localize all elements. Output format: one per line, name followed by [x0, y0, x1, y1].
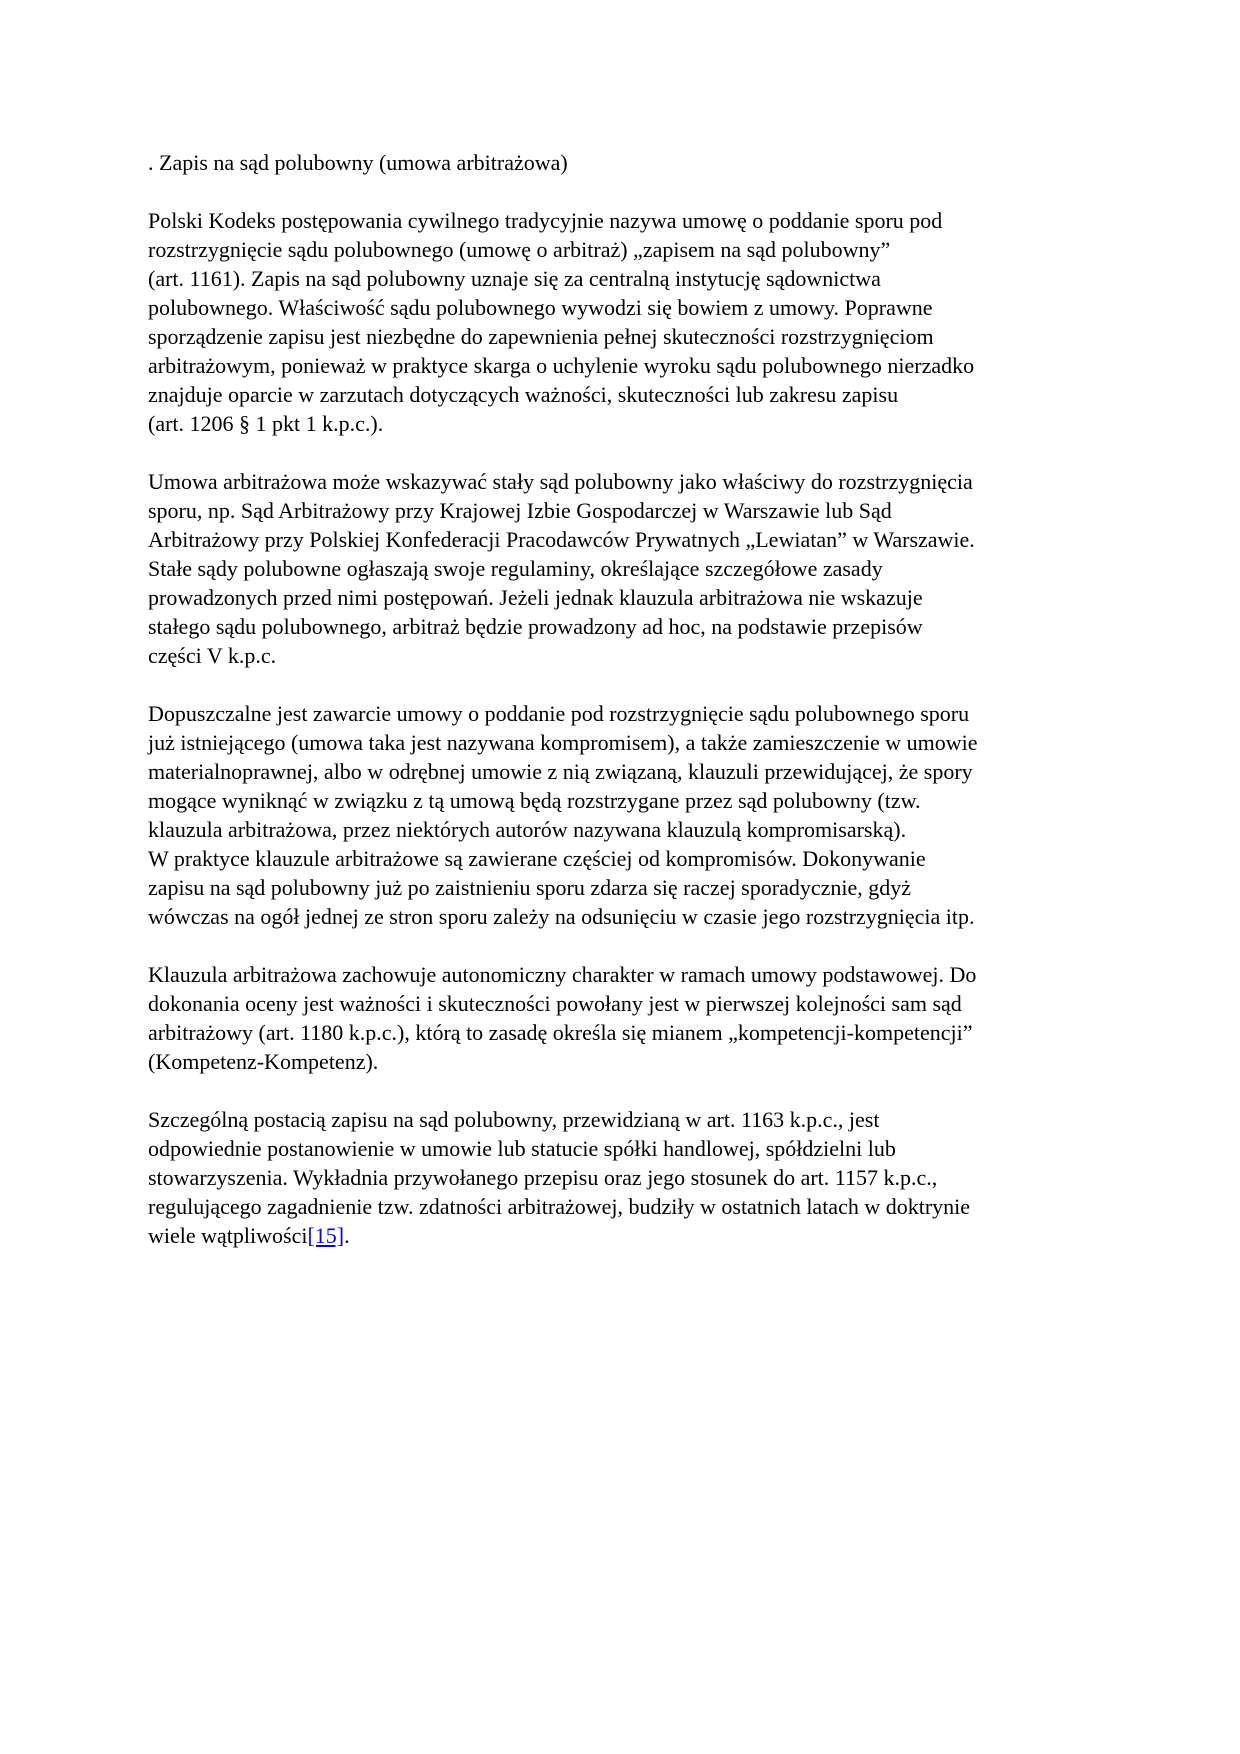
paragraph-line: dokonania oceny jest ważności i skuteczności powołany jest w pierwszej kolejności sam sąd	[148, 991, 962, 1016]
document-page	[148, 148, 1093, 1279]
paragraph-line: materialnoprawnej, albo w odrębnej umowie z nią związaną, klauzuli przewidującej, że spory	[148, 759, 973, 784]
paragraph-4	[148, 960, 1093, 1076]
paragraph-line: arbitrażowym, ponieważ w praktyce skarga o uchylenie wyroku sądu polubownego nierzadko	[148, 353, 975, 378]
paragraph-line: prowadzonych przed nimi postępowań. Jeżeli jednak klauzula arbitrażowa nie wskazuje	[148, 585, 923, 610]
paragraph-line: regulującego zagadnienie tzw. zdatności arbitrażowej, budziły w ostatnich latach w doktrynie	[148, 1194, 971, 1219]
paragraph-2	[148, 467, 1093, 670]
last-line-text: wiele wątpliwości	[148, 1223, 308, 1248]
paragraph-line: zapisu na sąd polubowny już po zaistnieniu sporu zdarza się raczej sporadycznie, gdyż	[148, 875, 912, 900]
paragraph-line: Arbitrażowy przy Polskiej Konfederacji Pracodawców Prywatnych „Lewiatan” w Warszawie.	[148, 527, 975, 552]
paragraph-line: (art. 1161). Zapis na sąd polubowny uznaje się za centralną instytucję sądownictwa	[148, 266, 881, 291]
paragraph-line: Klauzula arbitrażowa zachowuje autonomiczny charakter w ramach umowy podstawowej. Do	[148, 962, 977, 987]
paragraph-3	[148, 699, 1093, 931]
paragraph-last-line	[148, 1221, 1093, 1250]
paragraph-line: Umowa arbitrażowa może wskazywać stały sąd polubowny jako właściwy do rozstrzygnięcia	[148, 469, 973, 494]
paragraph-line: Polski Kodeks postępowania cywilnego tradycyjnie nazywa umowę o poddanie sporu pod	[148, 208, 943, 233]
paragraph-line: polubownego. Właściwość sądu polubownego wywodzi się bowiem z umowy. Poprawne	[148, 295, 933, 320]
last-line-end: .	[344, 1223, 350, 1248]
paragraph-line: wówczas na ogół jednej ze stron sporu zależy na odsunięciu w czasie jego rozstrzygnięcia itp.	[148, 904, 975, 929]
paragraph-line: (art. 1206 § 1 pkt 1 k.p.c.).	[148, 411, 384, 436]
paragraph-5	[148, 1105, 1093, 1250]
paragraph-line: już istniejącego (umowa taka jest nazywana kompromisem), a także zamieszczenie w umowie	[148, 730, 978, 755]
paragraph-line: części V k.p.c.	[148, 643, 277, 668]
paragraph-1	[148, 206, 1093, 438]
paragraph-line: Szczególną postacią zapisu na sąd polubowny, przewidzianą w art. 1163 k.p.c., jest	[148, 1107, 880, 1132]
paragraph-line: sporu, np. Sąd Arbitrażowy przy Krajowej Izbie Gospodarczej w Warszawie lub Sąd	[148, 498, 892, 523]
paragraph-line: stałego sądu polubownego, arbitraż będzie prowadzony ad hoc, na podstawie przepisów	[148, 614, 923, 639]
paragraph-line: Stałe sądy polubowne ogłaszają swoje regulaminy, określające szczegółowe zasady	[148, 556, 883, 581]
footnote-link[interactable]: [15]	[307, 1223, 345, 1248]
paragraph-line: rozstrzygnięcie sądu polubownego (umowę o arbitraż) „zapisem na sąd polubowny”	[148, 237, 891, 262]
paragraph-line: (Kompetenz-Kompetenz).	[148, 1049, 379, 1074]
paragraph-line: klauzula arbitrażowa, przez niektórych autorów nazywana klauzulą kompromisarską).	[148, 817, 907, 842]
paragraph-line: mogące wyniknąć w związku z tą umową będą rozstrzygane przez sąd polubowny (tzw.	[148, 788, 921, 813]
paragraph-line: znajduje oparcie w zarzutach dotyczących ważności, skuteczności lub zakresu zapisu	[148, 382, 899, 407]
document-title: . Zapis na sąd polubowny (umowa arbitrażowa)	[148, 150, 568, 175]
paragraph-line: W praktyce klauzule arbitrażowe są zawierane częściej od kompromisów. Dokonywanie	[148, 846, 926, 871]
paragraph-line: sporządzenie zapisu jest niezbędne do zapewnienia pełnej skuteczności rozstrzygnięciom	[148, 324, 934, 349]
paragraph-line: Dopuszczalne jest zawarcie umowy o poddanie pod rozstrzygnięcie sądu polubownego sporu	[148, 701, 970, 726]
paragraph-line: arbitrażowy (art. 1180 k.p.c.), którą to zasadę określa się mianem „kompetencji-kompetencji”	[148, 1020, 973, 1045]
paragraph-line: odpowiednie postanowienie w umowie lub statucie spółki handlowej, spółdzielni lub	[148, 1136, 896, 1161]
paragraph-line: stowarzyszenia. Wykładnia przywołanego przepisu oraz jego stosunek do art. 1157 k.p.c.,	[148, 1165, 938, 1190]
